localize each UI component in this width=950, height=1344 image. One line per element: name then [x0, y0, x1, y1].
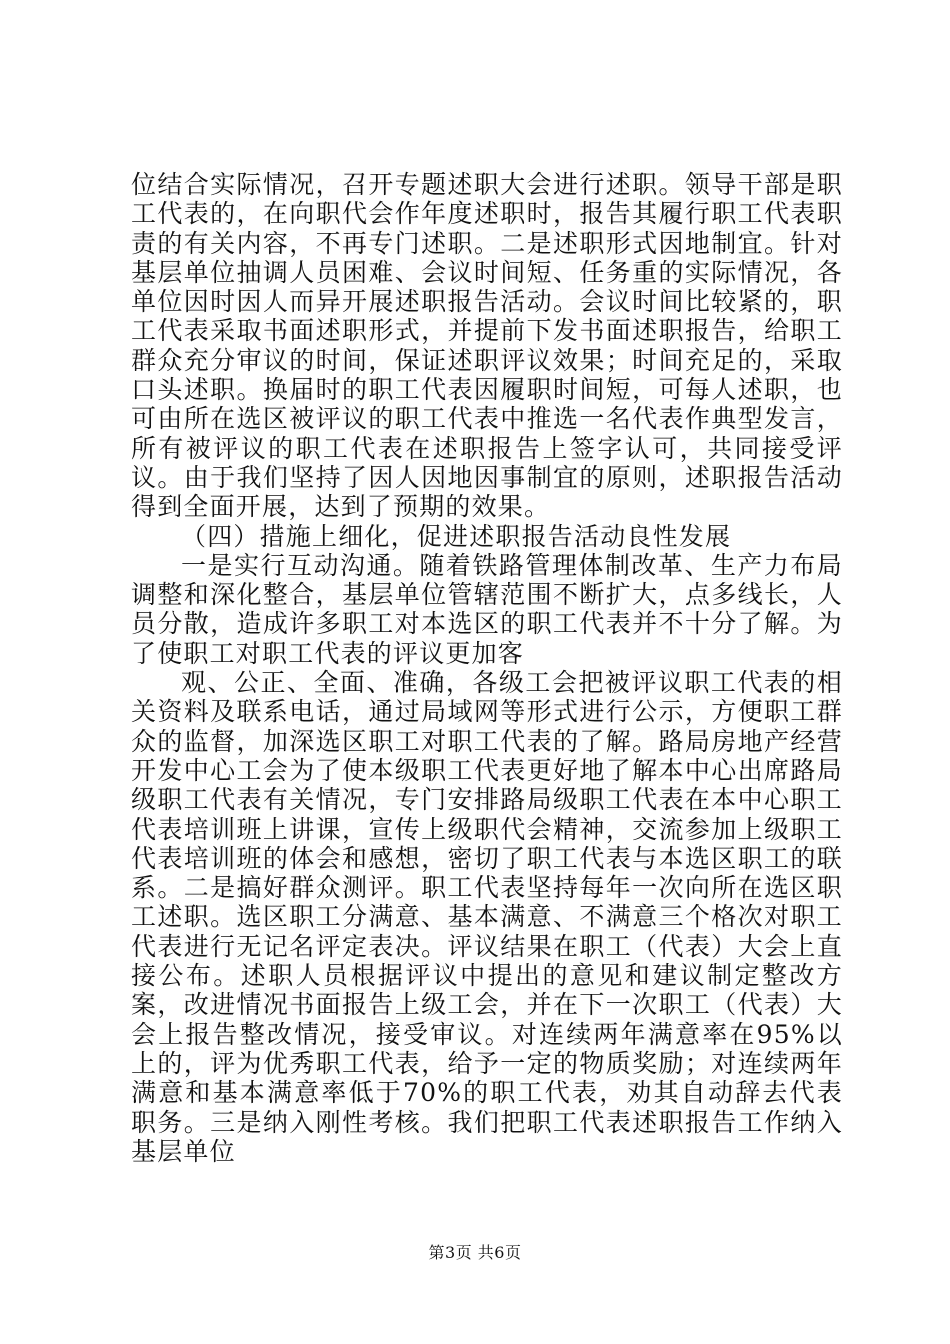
paragraph-evaluation: 观、公正、全面、准确，各级工会把被评议职工代表的相关资料及联系电话，通过局域网等形式进行公示，方便职工群众的监督，加深选区职工对职工代表的了解。路局房地产经营开发中心工会为了使本级职工代表更好地了解本中心出席路局级职工代表有关情况，专门安排路局级职工代表在本中心职工代表培训班上讲课，宣传上级职代会精神，交流参加上级职工代表培训班的体会和感想，密切了职工代表与本选区职工的联系。二是搞好群众测评。职工代表坚持每年一次向所在选区职工述职。选区职工分满意、基本满意、不满意三个格次对职工代表进行无记名评定表决。评议结果在职工（代表）大会上直接公布。述职人员根据评议中提出的意见和建议制定整改方案，改进情况书面报告上级工会，并在下一次职工（代表）大会上报告整改情况，接受审议。对连续两年满意率在95%以上的，评为优秀职工代表，给予一定的物质奖励；对连续两年满意和基本满意率低于70%的职工代表，劝其自动辞去代表职务。三是纳入刚性考核。我们把职工代表述职报告工作纳入基层单位: [131, 668, 843, 1166]
page-number-footer: 第3页 共6页: [428, 1243, 522, 1262]
paragraph-continuation: 位结合实际情况，召开专题述职大会进行述职。领导干部是职工代表的，在向职代会作年度述职时，报告其履行职工代表职责的有关内容，不再专门述职。二是述职形式因地制宜。针对基层单位抽调人员困难、会议时间短、任务重的实际情况，各单位因时因人而异开展述职报告活动。会议时间比较紧的，职工代表采取书面述职形式，并提前下发书面述职报告，给职工群众充分审议的时间，保证述职评议效果；时间充足的，采取口头述职。换届时的职工代表因履职时间短，可每人述职，也可由所在选区被评议的职工代表中推选一名代表作典型发言，所有被评议的职工代表在述职报告上签字认可，共同接受评议。由于我们坚持了因人因地因事制宜的原则，述职报告活动得到全面开展，达到了预期的效果。: [131, 170, 843, 522]
section-heading: （四）措施上细化，促进述职报告活动良性发展: [181, 521, 732, 551]
document-body: [131, 170, 843, 1166]
paragraph-interaction: 一是实行互动沟通。随着铁路管理体制改革、生产力布局调整和深化整合，基层单位管辖范围不断扩大，点多线长，人员分散，造成许多职工对本选区的职工代表并不十分了解。为了使职工对职工代表的评议更加客: [131, 550, 843, 668]
